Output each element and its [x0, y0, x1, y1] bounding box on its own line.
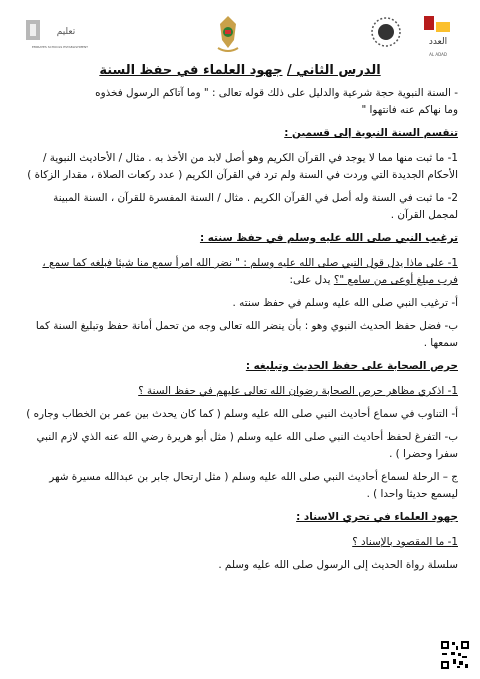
section-heading-isnad: جهود العلماء في تحري الاسناد :: [296, 511, 458, 523]
companions-question: 1- اذكري مظاهر حرص الصحابة رضوان الله تعالى عليهم في حفظ السنة ؟: [138, 385, 458, 397]
isnad-answer: سلسلة رواة الحديث إلى الرسول صلى الله عليه وسلم .: [218, 559, 458, 571]
encouragement-answer-a: أ- ترغيب النبي صلى الله عليه وسلم في حفظ سنته .: [232, 297, 458, 309]
section-heading-sunnah-divisions: تنقسم السنة النبوية إلى قسمين :: [284, 127, 458, 139]
logo-right-caption: AL ADAD: [429, 52, 447, 57]
page-header: [0, 10, 480, 70]
companions-answer-c: ج – الرحلة لسماع أحاديث النبي صلى الله عليه وسلم ( مثل ارتحال جابر بن عبدالله مسيرة شهر ليسمع حديثا واحدا ) .: [49, 471, 458, 500]
uae-emblem-logo: [214, 14, 242, 54]
logo-left-caption: EMIRATES SCHOOLS ESTABLISHMENT: [31, 45, 89, 49]
svg-text:تعليم: تعليم: [56, 27, 76, 37]
encouragement-question-tail: يدل على:: [289, 274, 334, 286]
badge-logo: [366, 12, 406, 52]
encouragement-question-text: 1- على ماذا يدل قول النبي صلى الله عليه وسلم : " نضر الله امرأ سمع منا شيئا فبلغه كما سمع ، فرب مبلغ أوعى من سامع "؟: [42, 257, 458, 286]
encouragement-answer-b: ب- فضل حفظ الحديث النبوي وهو : بأن ينضر الله تعالى وجه من تحمل أمانة حفظ وتبليغ السنة كما سمعها .: [35, 320, 458, 349]
title-topic: جهود العلماء في حفظ السنة: [99, 63, 283, 78]
section-heading-companions: حرص الصحابة على حفظ الحديث وتبليغه :: [245, 360, 458, 372]
logo-right-text: العدد: [428, 37, 448, 47]
intro-line-1: - السنة النبوية حجة شرعية والدليل على ذلك قوله تعالى : " وما آتاكم الرسول فخذوه: [95, 87, 458, 99]
intro-paragraph: [22, 85, 458, 119]
companions-answer-a: أ- التناوب في سماع أحاديث النبي صلى الله عليه وسلم ( كما كان يحدث بين عمر بن الخطاب وجاره ): [26, 408, 458, 420]
companions-answer-b: ب- التفرغ لحفظ أحاديث النبي صلى الله عليه وسلم ( مثل أبو هريرة رضي الله عنه الذي لازم النبي سفرا وحضرا ) .: [36, 431, 458, 460]
qr-code-icon: [440, 640, 470, 670]
page-title: [22, 62, 458, 79]
encouragement-question: [22, 255, 458, 289]
section-heading-prophet-encouragement: ترغيب النبي صلى الله عليه وسلم في حفظ سنته :: [199, 232, 458, 244]
isnad-question: 1- ما المقصود بالإسناد ؟: [352, 536, 458, 548]
intro-line-2: وما نهاكم عنه فانتهوا ": [361, 104, 458, 116]
sunnah-division-2: 2- ما ثبت في السنة وله أصل في القرآن الكريم . مثال / السنة المفسرة للقرآن ، السنة المبينة لمجمل القرآن .: [53, 192, 458, 221]
document-body: [22, 62, 458, 580]
ministry-logo: [24, 16, 94, 54]
title-lesson: الدرس الثاني /: [287, 63, 381, 78]
sunnah-division-1: 1- ما ثبت منها مما لا يوجد في القرآن الكريم وهو أصل لابد من الأخذ به . مثال / الأحاديث النبوية / الأحكام الجديدة التي وردت في السنة ولم ترد في القرآن الكريم ( عدد ركعات الصلاة ، مقدار الزكاة ): [27, 152, 458, 181]
al-adad-logo: [418, 12, 458, 64]
